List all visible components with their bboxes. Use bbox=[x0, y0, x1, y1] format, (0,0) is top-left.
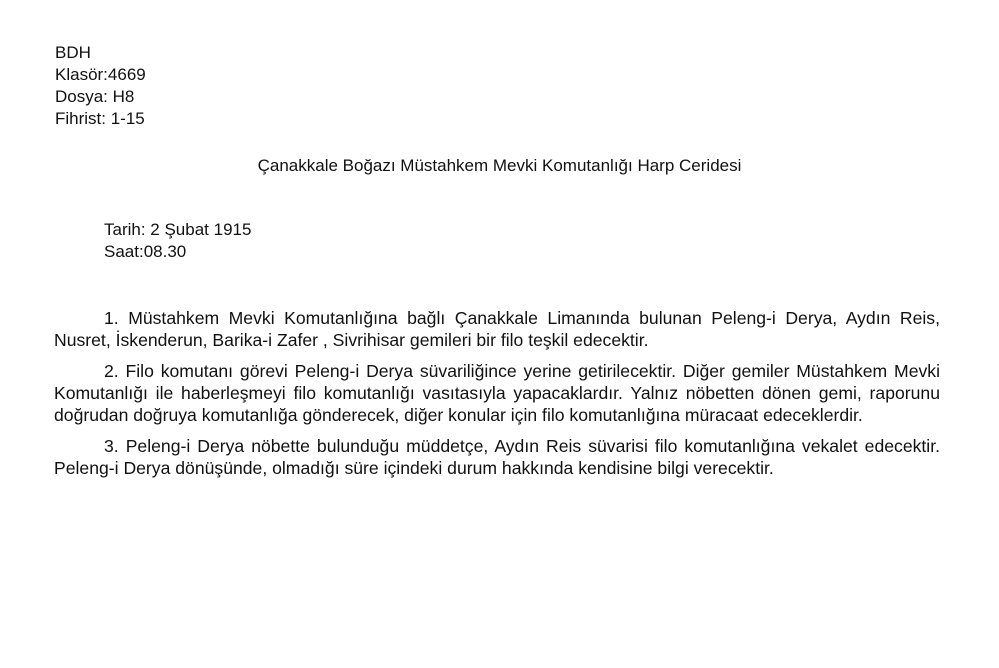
time-line: Saat:08.30 bbox=[104, 242, 187, 261]
date-line: Tarih: 2 Şubat 1915 bbox=[104, 220, 252, 239]
archive-folder: Klasör:4669 bbox=[55, 65, 146, 84]
archive-reference bbox=[55, 42, 146, 130]
archive-index: Fihrist: 1-15 bbox=[55, 109, 145, 128]
archive-source: BDH bbox=[55, 43, 91, 62]
paragraph-1: 1. Müstahkem Mevki Komutanlığına bağlı Çanakkale Limanında bulunan Peleng-i Derya, Aydın Reis, Nusret, İskenderun, Barika-i Zafer , Sivrihisar gemileri bir filo teşkil edecektir. bbox=[54, 308, 940, 350]
document-title: Çanakkale Boğazı Müstahkem Mevki Komutanlığı Harp Ceridesi bbox=[257, 156, 742, 175]
paragraph-2: 2. Filo komutanı görevi Peleng-i Derya süvariliğince yerine getirilecektir. Diğer gemiler Müstahkem Mevki Komutanlığı ile haberleşmeyi filo komutanlığı vasıtasıyla yapacaklardır. Yalnız nöbetten dönen gemi, raporunu doğrudan doğruya komutanlığa gönderecek, diğer konular için filo komutanlığına müracaat edeceklerdir. bbox=[54, 361, 940, 425]
archive-file: Dosya: H8 bbox=[55, 87, 135, 106]
document-body bbox=[54, 307, 940, 488]
date-block bbox=[104, 219, 251, 263]
paragraph-3: 3. Peleng-i Derya nöbette bulunduğu müddetçe, Aydın Reis süvarisi filo komutanlığına vekalet edecektir. Peleng-i Derya dönüşünde, olmadığı süre içindeki durum hakkında kendisine bilgi verecektir. bbox=[54, 436, 940, 478]
